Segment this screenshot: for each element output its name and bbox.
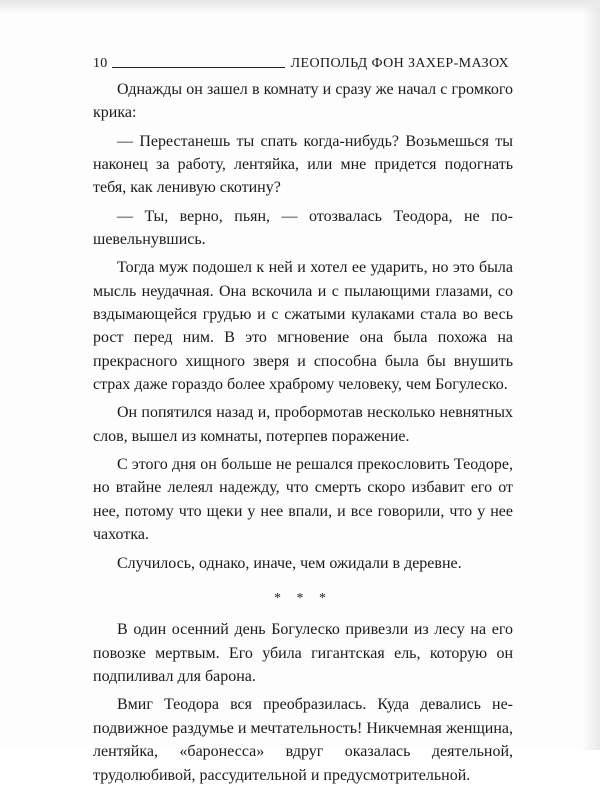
running-title: ЛЕОПОЛЬД ФОН ЗАХЕР-МАЗОХ — [290, 56, 509, 71]
paragraph: Случилось, однако, иначе, чем ожидали в деревне. — [117, 554, 462, 572]
scan-right-edge — [582, 0, 600, 750]
page-number: 10 — [93, 56, 108, 71]
header-rule — [112, 67, 285, 68]
paragraph: С этого дня он больше не решался прекословить Теодоре, но втайне лелеял надежду, что смерть скоро избавит его от нее, потому что щеки у нее впали, и все говорили, что у нее чахотка. — [93, 456, 513, 544]
paragraph: Вмиг Теодора вся преобразилась. Куда девались неподвижное раздумье и мечтательность! Никчемная женщина, лентяйка, «баронесса» вдруг оказалась деятельной, трудолюбивой, рассудительной и предусмотрительной. — [93, 696, 513, 784]
running-head — [93, 52, 509, 72]
paragraph: — Ты, верно, пьян, — отозвалась Теодора, не пошевельнувшись. — [93, 207, 513, 249]
scan-top-shadow — [0, 0, 600, 14]
body-text — [93, 78, 513, 792]
section-separator: * * * — [274, 590, 332, 606]
paragraph: — Перестанешь ты спать когда-нибудь? Возьмешься ты наконец за работу, лентяйка, или мне придется подогнать тебя, как ленивую скотину? — [93, 132, 513, 197]
paragraph: Он попятился назад и, пробормотав несколько невнятных слов, вышел из комнаты, потерпев поражение. — [93, 404, 513, 445]
paragraph: Тогда муж подошел к ней и хотел ее ударить, но это была мысль неудачная. Она вскочила и с пылающими глазами, со вздымающейся грудью и с сжатыми кулаками стала во весь рост перед ним. В это мгновение она была похожа на прекрасного хищного зверя и способна была бы внушить страх даже гораздо более храброму человеку, чем Богулеско. — [93, 259, 513, 394]
paragraph: В один осенний день Богулеско привезли из лесу на его повозке мертвым. Его убила гигантская ель, которую он подпиливал для барона. — [93, 621, 513, 686]
paragraph: Однажды он зашел в комнату и сразу же начал с громкого крика: — [93, 81, 513, 122]
